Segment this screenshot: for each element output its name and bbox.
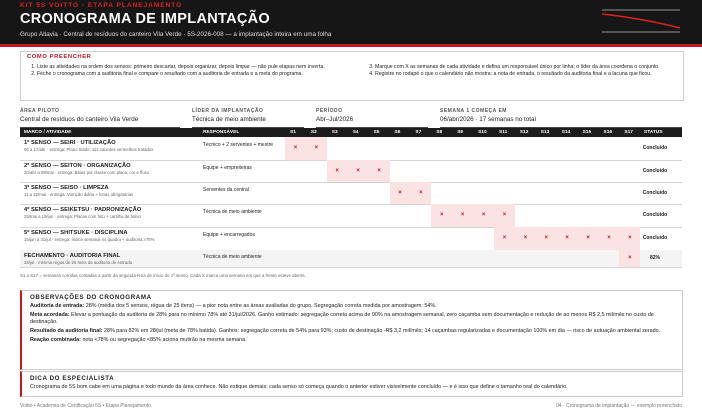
- header: [0, 0, 702, 44]
- week-cell: [285, 227, 306, 250]
- week-cell: [494, 160, 515, 182]
- step-4: 4. Registre no rodapé o que o calendário não mostra: a nota de entrada, o resultado da auditoria final e a lacuna que ficou.: [375, 71, 693, 78]
- week-cell: [327, 182, 348, 204]
- semana-field: [440, 108, 682, 128]
- week-mark-x: ×: [369, 160, 390, 182]
- lider-field: [192, 108, 304, 128]
- table-row: [20, 160, 682, 183]
- activity-detail: 06 a 17/abr · entrega: Plano triado; 112 caixotes vermelhos tratados: [24, 147, 154, 152]
- week-cell: [494, 182, 515, 204]
- week-cell: [515, 137, 536, 160]
- week-mark-x: ×: [619, 227, 640, 250]
- activity-detail: 11 a 22/mai · entrega: Varrição diária + lonas obrigatórias: [24, 192, 134, 197]
- week-cell: [515, 182, 536, 204]
- week-cell: [285, 204, 306, 227]
- week-cell: [578, 182, 599, 204]
- week-header-4: S4: [352, 130, 359, 135]
- week-cell: [452, 160, 473, 182]
- step-2: 2. Feche o cronograma com a auditoria final e compare o resultado com a auditoria de entrada e a meta do programa.: [37, 71, 357, 78]
- week-mark-x: ×: [619, 250, 640, 267]
- area-value: Central de resíduos do canteiro Vila Verde: [20, 116, 139, 123]
- week-cell: [348, 182, 369, 204]
- week-cell: [452, 227, 473, 250]
- page-subtitle: Grupo Altavia · Central de resíduos do canteiro Vila Verde · 5S-2026-008 — a implantação inteira em uma folha: [20, 31, 332, 38]
- week-header-1: S1: [290, 130, 296, 135]
- semana-value: 06/abr/2026 · 17 semanas no total: [440, 116, 536, 123]
- activity-name: FECHAMENTO · AUDITORIA FINAL: [24, 253, 121, 259]
- table-header: [20, 128, 682, 137]
- week-header-3: S3: [331, 130, 338, 135]
- week-cell: [306, 227, 327, 250]
- week-cell: [452, 182, 473, 204]
- week-mark-x: ×: [390, 182, 411, 204]
- how-to-box: [20, 51, 684, 101]
- week-mark-x: ×: [494, 204, 515, 227]
- week-header-8: S8: [436, 130, 443, 135]
- week-mark-x: ×: [515, 227, 536, 250]
- week-mark-x: ×: [410, 182, 431, 204]
- periodo-label: PERÍODO: [316, 108, 343, 114]
- week-cell: [473, 182, 494, 204]
- week-cell: [348, 250, 369, 267]
- week-header-13: S13: [540, 130, 550, 135]
- col-responsavel: RESPONSÁVEL: [203, 130, 240, 135]
- week-cell: [515, 160, 536, 182]
- week-cell: [410, 227, 431, 250]
- activity-name: 2º SENSO — SEITON · ORGANIZAÇÃO: [24, 163, 131, 169]
- activity-detail: 25/mai a 19/jun · entrega: Placas com foto + cartilha de bolso: [24, 214, 141, 219]
- week-cell: [348, 227, 369, 250]
- week-mark-x: ×: [306, 137, 327, 160]
- activity-name: 4º SENSO — SEIKETSU · PADRONIZAÇÃO: [24, 207, 142, 213]
- week-cell: [369, 137, 390, 160]
- week-cell: [390, 160, 411, 182]
- week-cell: [431, 250, 452, 267]
- week-header-16: S16: [603, 130, 613, 135]
- week-header-9: S9: [457, 130, 464, 135]
- responsavel: Equipe + empreiteiras: [203, 165, 252, 171]
- week-cell: [348, 204, 369, 227]
- week-cell: [410, 137, 431, 160]
- status-badge: Concluído: [642, 167, 668, 174]
- week-mark-x: ×: [348, 160, 369, 182]
- lider-label: LÍDER DA IMPLANTAÇÃO: [192, 108, 264, 114]
- week-cell: [494, 137, 515, 160]
- week-cell: [494, 250, 515, 267]
- week-cell: [452, 250, 473, 267]
- meta-fields: [20, 108, 682, 128]
- activity-name: 1º SENSO — SEIRI · UTILIZAÇÃO: [24, 140, 116, 146]
- expert-tip-box: [20, 371, 683, 397]
- week-cell: [348, 137, 369, 160]
- week-cell: [285, 250, 306, 267]
- footer-left: Voitto • Academia de Certificação 5S • Etapa Planejamento: [20, 403, 151, 409]
- observations-title: OBSERVAÇÕES DO CRONOGRAMA: [30, 294, 152, 301]
- col-activity: MARCO / ATIVIDADE: [24, 130, 72, 135]
- week-cell: [306, 182, 327, 204]
- week-cell: [410, 250, 431, 267]
- periodo-field: [316, 108, 428, 128]
- week-cell: [431, 227, 452, 250]
- week-cell: [285, 182, 306, 204]
- table-row: [20, 204, 682, 228]
- week-header-17: S17: [624, 130, 633, 135]
- week-cell: [536, 250, 557, 267]
- week-mark-x: ×: [494, 227, 515, 250]
- how-to-list-right: [361, 64, 693, 78]
- week-cell: [390, 227, 411, 250]
- periodo-value: Abr–Jul/2026: [316, 116, 354, 123]
- week-cell: [473, 160, 494, 182]
- table-row: [20, 227, 682, 251]
- status-badge: Concluído: [642, 212, 668, 218]
- page-title: CRONOGRAMA DE IMPLANTAÇÃO: [20, 11, 270, 27]
- week-cell: [369, 182, 390, 204]
- week-mark-x: ×: [431, 204, 452, 227]
- activity-detail: 28/jul · mesma régua de 25 itens da auditoria de entrada: [24, 260, 132, 265]
- how-to-title: COMO PREENCHER: [27, 54, 92, 60]
- tip-title: DICA DO ESPECIALISTA: [30, 375, 115, 382]
- week-header-12: S12: [519, 130, 529, 135]
- week-cell: [473, 227, 494, 250]
- footer-right: 04 · Cronograma de implantação — exemplo preenchido: [556, 403, 682, 409]
- week-cell: [515, 250, 536, 267]
- week-header-2: S2: [310, 130, 317, 135]
- week-cell: [431, 137, 452, 160]
- week-cell: [390, 204, 411, 227]
- week-cell: [536, 204, 557, 227]
- responsavel: Técnico + 2 serventes + mestre: [203, 142, 274, 148]
- week-mark-x: ×: [285, 137, 306, 160]
- lider-value: Técnica de meio ambiente: [192, 116, 266, 123]
- table-row: [20, 137, 682, 161]
- responsavel: Técnica de meio ambiente: [203, 209, 262, 215]
- area-label: ÁREA PILOTO: [20, 108, 60, 114]
- status-badge: Concluído: [642, 235, 668, 241]
- week-cell: [306, 204, 327, 227]
- week-cell: [599, 160, 620, 182]
- week-cell: [536, 137, 557, 160]
- week-cell: [327, 137, 348, 160]
- week-cell: [327, 227, 348, 250]
- activity-name: 5º SENSO — SHITSUKE · DISCIPLINA: [24, 230, 128, 236]
- tip-text: Cronograma de 5S bom cabe em uma página e todo mundo da área conhece. Não estique demais: cada senso só começa quando o anterior estiver visivelmente concluído — e é isso que define o tamanho real do calendário.: [30, 384, 568, 390]
- week-cell: [306, 160, 327, 182]
- obs-reacao: Reação combinada: nota <78% ou segregação <85% aciona mutirão na mesma semana.: [30, 337, 247, 343]
- week-header-10: S10: [478, 130, 487, 135]
- obs-entrada: Auditoria de entrada: 28% (média dos 5 sensos, régua de 25 itens) — a pior nota entre as áreas avaliadas do grupo. Segregação correta medida por amostragem: 54%.: [30, 303, 437, 309]
- obs-meta: Meta acordada: Elevar a pontuação da auditoria de 28% para no mínimo 78% até 31/jul/2026. Ganho estimado: segregação correta acima de 90% na amostragem semanal, zero caçamba sem documentação e redução de ao menos R$ 2,5 mil/mês no custo de destinação.: [30, 312, 654, 325]
- how-to-list-left: [23, 64, 357, 78]
- table-row: [20, 250, 682, 268]
- week-cell: [327, 204, 348, 227]
- activity-detail: 20/abr a 08/mai · entrega: Baias por classe com placa, cor e fluxo: [24, 170, 150, 175]
- week-mark-x: ×: [327, 160, 348, 182]
- footer: [20, 403, 682, 409]
- week-mark-x: ×: [473, 204, 494, 227]
- week-cell: [599, 250, 620, 267]
- week-header-14: S14: [561, 130, 571, 135]
- week-cell: [431, 182, 452, 204]
- week-cell: [536, 160, 557, 182]
- activity-name: 3º SENSO — SEISO · LIMPEZA: [24, 185, 109, 191]
- step-1: 1. Liste as atividades na ordem dos sensos: primeiro descartar, depois organizar, depois limpar — não pule etapas nem inverta.: [37, 64, 357, 71]
- status-badge: Concluído: [642, 189, 668, 196]
- week-cell: [390, 250, 411, 267]
- week-header-5: S5: [373, 130, 380, 135]
- week-cell: [473, 137, 494, 160]
- accent-bar: [0, 44, 702, 47]
- week-cell: [369, 204, 390, 227]
- week-cell: [431, 160, 452, 182]
- week-cell: [410, 160, 431, 182]
- week-cell: [578, 160, 599, 182]
- status-badge: Concluído: [642, 145, 668, 151]
- week-mark-x: ×: [599, 227, 620, 250]
- week-header-11: S11: [499, 130, 508, 135]
- responsavel: Técnica de meio ambiente: [203, 254, 262, 260]
- week-cell: [599, 137, 620, 160]
- week-cell: [327, 250, 348, 267]
- week-mark-x: ×: [536, 227, 557, 250]
- week-header-15: S15: [582, 130, 592, 135]
- kicker: KIT 5S VOITTO · ETAPA PLANEJAMENTO: [20, 2, 183, 9]
- week-cell: [369, 227, 390, 250]
- table-row: [20, 182, 682, 205]
- week-cell: [306, 250, 327, 267]
- week-cell: [557, 160, 578, 182]
- week-cell: [390, 137, 411, 160]
- week-cell: [285, 160, 306, 182]
- logo-icon: [600, 6, 682, 34]
- table-note: S1 a S17 = semanas corridas contadas a partir da segunda-feira de início do 1º senso. Cada X marca uma semana em que a frente esteve aberta.: [20, 273, 306, 278]
- week-mark-x: ×: [452, 204, 473, 227]
- week-cell: [557, 182, 578, 204]
- status-badge: 82%: [649, 255, 660, 261]
- week-cell: [557, 204, 578, 227]
- week-cell: [578, 137, 599, 160]
- semana-label: SEMANA 1 COMEÇA EM: [440, 108, 507, 114]
- area-field: [20, 108, 180, 128]
- observations-box: [20, 290, 683, 370]
- week-cell: [452, 137, 473, 160]
- week-cell: [557, 137, 578, 160]
- week-cell: [536, 182, 557, 204]
- week-cell: [369, 250, 390, 267]
- week-cell: [578, 250, 599, 267]
- week-mark-x: ×: [557, 227, 578, 250]
- week-cell: [599, 204, 620, 227]
- week-cell: [557, 250, 578, 267]
- step-3: 3. Marque com X as semanas de cada atividade e defina um responsável único por linha; o líder da área coordena o conjunto.: [375, 64, 693, 71]
- obs-resultado: Resultado da auditoria final: 28% para 82% em 28/jul (meta de 78% batida). Ganhos: segregação correta de 54% para 93%; custo de destinação -R$ 3,2 mil/mês; 14 caçambas regularizadas e documentação 100% em dia — risco de autuação ambiental zerado.: [30, 328, 661, 334]
- col-status: STATUS: [644, 130, 663, 135]
- week-cell: [599, 182, 620, 204]
- week-cell: [578, 204, 599, 227]
- responsavel: Serventes da central: [203, 187, 249, 193]
- week-mark-x: ×: [578, 227, 599, 250]
- week-header-7: S7: [415, 130, 422, 135]
- week-cell: [515, 204, 536, 227]
- activity-detail: 15/jun a 31/jul · entrega: Índice semanal no quadro + auditoria ≥78%: [24, 237, 155, 242]
- responsavel: Equipe + encarregados: [203, 232, 255, 238]
- week-cell: [410, 204, 431, 227]
- week-cell: [473, 250, 494, 267]
- week-header-6: S6: [394, 130, 401, 135]
